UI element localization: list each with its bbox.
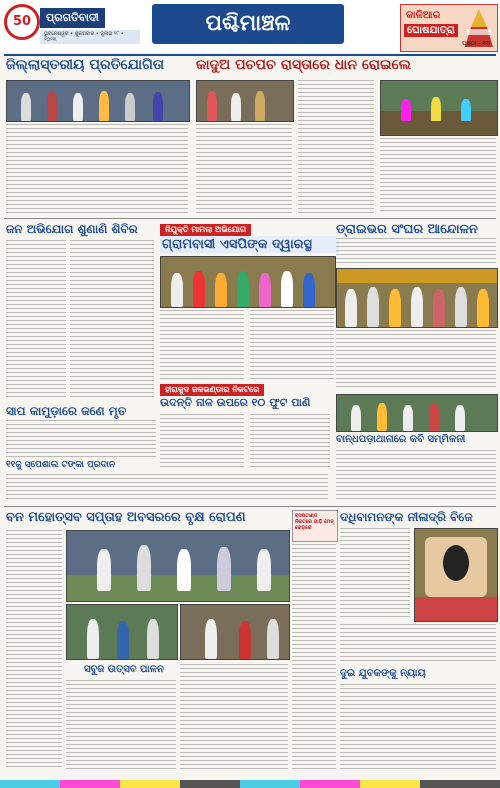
divider	[4, 506, 496, 507]
story-text-stage	[196, 124, 292, 214]
headline-water-over-nala: ଉଦନ୍ତି ନାଳ ଉପରେ ୧୦ ଫୁଟ ପାଣି	[160, 396, 311, 409]
story-text-plantation-1	[6, 530, 62, 770]
page-title: ପଶ୍ଚିମାଞ୍ଚଳ	[152, 4, 344, 44]
divider	[4, 218, 496, 219]
story-text-driver-2	[336, 330, 496, 390]
headline-poet-meet: ବାନ୍ଧପଡ଼ାଥାନାରେ କବି ସମ୍ମିଳନୀ	[336, 434, 466, 445]
kicker-job-case: ନିଯୁକ୍ତି ମାମଲା ଅଭିଯୋଗ	[160, 224, 251, 236]
story-text-green-2	[180, 664, 288, 770]
story-text-poet-meet	[336, 450, 496, 502]
special-title-line2: ଘୋଷଯାତ୍ରା	[404, 24, 458, 37]
headline-grievance-camp: ଜନ ଅଭିଯୋଗ ଶୁଣାଣି ଶିବିର	[6, 222, 138, 236]
headline-driver-union: ଡ୍ରାଇଭର ସଂଘର ଆନ୍ଦୋଳନ	[336, 222, 478, 237]
box-bus-stand	[292, 510, 338, 542]
story-text-green-1	[66, 680, 176, 770]
story-text-dadhibaman-2	[340, 624, 496, 664]
divider	[4, 54, 496, 56]
dateline: ଭୁବନେଶ୍ୱର • ଶୁକ୍ରବାର • ଜୁଲାଇ ୨୮ • ୨୦୨୩	[40, 30, 140, 44]
kicker-hirakud: ହୀରାକୁଦ ଜଳଭଣ୍ଡାର ନିକଟରେ	[160, 384, 264, 396]
photo-driver-protest	[336, 268, 498, 328]
story-text-water-2	[250, 414, 330, 470]
story-text-grievance-1	[6, 240, 66, 400]
headline-special-fund: ୧୧ଜୁ ସ୍ପେଶାଲ ଟଙ୍କା ପ୍ରଦାନ	[6, 460, 116, 470]
headline-district-competition: ଜିଲ୍ଲାସ୍ତରୀୟ ପ୍ରତିଯୋଗିତା	[6, 57, 164, 73]
story-text-villagers-1	[160, 310, 244, 380]
photo-plantation-3	[180, 604, 290, 660]
headline-two-youths: ଦୁଇ ଯୁବକଙ୍କୁ ନ୍ୟାୟ	[340, 668, 426, 679]
photo-driver-group	[336, 394, 498, 432]
story-text-grievance-2	[70, 240, 154, 400]
story-text-competition	[6, 124, 188, 214]
story-text-dadhibaman-1	[340, 528, 410, 620]
headline-green-festival: ସବୁଜ ଉତ୍ସବ ପାଳନ	[84, 664, 164, 675]
story-text-paddy-cont	[380, 138, 496, 214]
headline-snake-bite: ସାପ କାମୁଡ଼ାରେ ଜଣେ ମୃତ	[6, 404, 127, 418]
photo-villagers	[160, 256, 336, 308]
headline-bus-stand: ବସଷ୍ଟାଣ୍ଡ ନିକଟରେ ଗାଡ଼ି ମେନ୍ ରୋଡ଼ରେ	[295, 513, 334, 531]
headline-paddy-on-road: କାଦୁଅ ପଚପଚ ରାସ୍ତାରେ ଧାନ ରୋଇଲେ	[196, 57, 411, 73]
story-text-bus-stand	[292, 544, 336, 770]
photo-plantation-main	[66, 530, 290, 602]
special-title-line1: କାଳିଆର	[406, 10, 441, 21]
story-text-water-1	[160, 414, 244, 470]
page-number: ପୃଷ୍ଠା - ୧୩	[462, 40, 491, 47]
story-text-two-youths	[340, 684, 496, 770]
story-text-driver-1	[336, 238, 496, 264]
photo-muddy-road	[380, 80, 498, 136]
headline-tree-plantation: ବନ ମହୋତ୍ସବ ସପ୍ତାହ ଅବସରରେ ବୃକ୍ଷ ରୋପଣ	[6, 510, 246, 525]
newspaper-name: ପ୍ରଗତିବାଦୀ	[40, 8, 105, 28]
color-registration-strip	[0, 780, 500, 788]
story-text-villagers-2	[250, 310, 334, 380]
photo-dadhibaman	[414, 528, 498, 622]
headline-dadhibaman: ଦଧିବାମନଙ୍କ ନୀଳାଦ୍ରି ବିଜେ	[340, 510, 473, 524]
anniversary-logo: 50	[4, 4, 40, 40]
photo-plantation-2	[66, 604, 178, 660]
story-text-special-fund	[6, 474, 328, 502]
photo-competition-stage	[6, 80, 190, 122]
story-text-snake-bite	[6, 420, 156, 458]
headline-villagers-sp: ଗ୍ରାମବାସୀ ଏସପିଙ୍କ ଦ୍ୱାରସ୍ଥ	[160, 236, 339, 253]
story-text-paddy	[298, 80, 374, 214]
photo-stage-group	[196, 80, 294, 122]
